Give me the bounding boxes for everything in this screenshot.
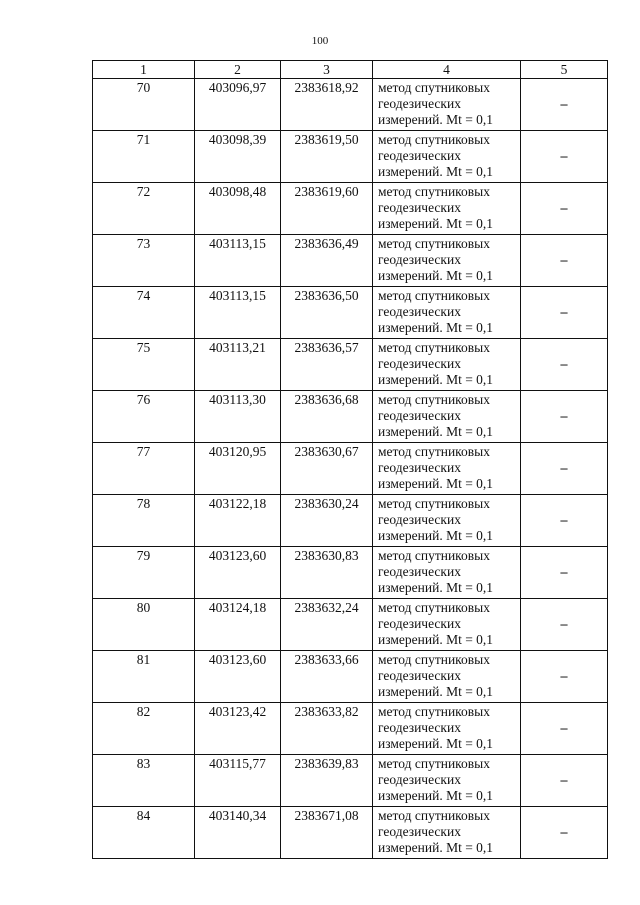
table-row [93,79,608,131]
method-line: метод спутниковых [378,132,490,147]
table-row [93,755,608,807]
table-row [93,807,608,859]
x-coordinate-cell: 403113,15 [195,235,281,287]
method-line: геодезических [378,824,461,839]
method-line: метод спутниковых [378,184,490,199]
method-line: измерений. Mt = 0,1 [378,268,494,283]
method-cell [373,131,521,183]
method-line: геодезических [378,512,461,527]
method-line: метод спутниковых [378,392,490,407]
point-number-cell: 71 [93,131,195,183]
method-line: геодезических [378,304,461,319]
method-line: геодезических [378,668,461,683]
method-line: измерений. Mt = 0,1 [378,632,494,647]
x-coordinate-cell: 403123,60 [195,547,281,599]
y-coordinate-cell: 2383630,24 [281,495,373,547]
x-coordinate-cell: 403120,95 [195,443,281,495]
point-number-cell: 83 [93,755,195,807]
point-number-cell: 75 [93,339,195,391]
method-cell [373,599,521,651]
point-number-cell: 82 [93,703,195,755]
table-row [93,703,608,755]
y-coordinate-cell: 2383618,92 [281,79,373,131]
method-line: измерений. Mt = 0,1 [378,840,494,855]
method-cell [373,703,521,755]
method-line: геодезических [378,564,461,579]
method-line: метод спутниковых [378,444,490,459]
note-cell: – [521,443,608,495]
method-cell [373,235,521,287]
page-number: 100 [311,35,329,47]
note-cell: – [521,287,608,339]
note-cell: – [521,79,608,131]
method-cell [373,79,521,131]
note-cell: – [521,391,608,443]
method-cell [373,755,521,807]
y-coordinate-cell: 2383671,08 [281,807,373,859]
method-line: геодезических [378,96,461,111]
note-cell: – [521,651,608,703]
method-line: геодезических [378,252,461,267]
y-coordinate-cell: 2383630,83 [281,547,373,599]
table-row [93,547,608,599]
note-cell: – [521,131,608,183]
method-line: метод спутниковых [378,80,490,95]
method-cell [373,651,521,703]
method-line: метод спутниковых [378,704,490,719]
x-coordinate-cell: 403096,97 [195,79,281,131]
note-cell: – [521,183,608,235]
y-coordinate-cell: 2383619,60 [281,183,373,235]
point-number-cell: 81 [93,651,195,703]
note-cell: – [521,339,608,391]
method-line: геодезических [378,460,461,475]
method-line: метод спутниковых [378,756,490,771]
x-coordinate-cell: 403140,34 [195,807,281,859]
x-coordinate-cell: 403115,77 [195,755,281,807]
table-row [93,651,608,703]
point-number-cell: 73 [93,235,195,287]
table-row [93,131,608,183]
point-number-cell: 79 [93,547,195,599]
point-number-cell: 76 [93,391,195,443]
method-line: геодезических [378,408,461,423]
y-coordinate-cell: 2383636,49 [281,235,373,287]
table-row [93,235,608,287]
column-header: 4 [373,61,521,79]
method-line: измерений. Mt = 0,1 [378,424,494,439]
method-cell [373,183,521,235]
y-coordinate-cell: 2383630,67 [281,443,373,495]
table-row [93,287,608,339]
y-coordinate-cell: 2383636,50 [281,287,373,339]
x-coordinate-cell: 403098,39 [195,131,281,183]
x-coordinate-cell: 403124,18 [195,599,281,651]
column-header: 2 [195,61,281,79]
x-coordinate-cell: 403113,30 [195,391,281,443]
method-line: геодезических [378,148,461,163]
method-line: измерений. Mt = 0,1 [378,528,494,543]
note-cell: – [521,547,608,599]
method-line: измерений. Mt = 0,1 [378,684,494,699]
note-cell: – [521,807,608,859]
y-coordinate-cell: 2383639,83 [281,755,373,807]
table-header-row [93,61,608,79]
note-cell: – [521,495,608,547]
method-line: геодезических [378,200,461,215]
method-line: метод спутниковых [378,496,490,511]
method-cell [373,443,521,495]
method-line: измерений. Mt = 0,1 [378,112,494,127]
column-header: 1 [93,61,195,79]
method-line: геодезических [378,616,461,631]
method-cell [373,807,521,859]
point-number-cell: 70 [93,79,195,131]
method-cell [373,495,521,547]
table-row [93,443,608,495]
x-coordinate-cell: 403122,18 [195,495,281,547]
method-line: измерений. Mt = 0,1 [378,216,494,231]
method-line: метод спутниковых [378,340,490,355]
method-line: измерений. Mt = 0,1 [378,788,494,803]
method-cell [373,339,521,391]
method-line: измерений. Mt = 0,1 [378,580,494,595]
table-row [93,495,608,547]
y-coordinate-cell: 2383619,50 [281,131,373,183]
note-cell: – [521,703,608,755]
method-cell [373,287,521,339]
method-cell [373,547,521,599]
y-coordinate-cell: 2383632,24 [281,599,373,651]
method-cell [373,391,521,443]
method-line: метод спутниковых [378,236,490,251]
method-line: метод спутниковых [378,600,490,615]
note-cell: – [521,599,608,651]
method-line: измерений. Mt = 0,1 [378,372,494,387]
table-row [93,599,608,651]
method-line: измерений. Mt = 0,1 [378,736,494,751]
method-line: геодезических [378,720,461,735]
y-coordinate-cell: 2383636,57 [281,339,373,391]
method-line: измерений. Mt = 0,1 [378,164,494,179]
note-cell: – [521,755,608,807]
method-line: измерений. Mt = 0,1 [378,476,494,491]
x-coordinate-cell: 403123,60 [195,651,281,703]
method-line: метод спутниковых [378,288,490,303]
x-coordinate-cell: 403098,48 [195,183,281,235]
method-line: метод спутниковых [378,548,490,563]
point-number-cell: 80 [93,599,195,651]
point-number-cell: 74 [93,287,195,339]
point-number-cell: 77 [93,443,195,495]
method-line: геодезических [378,356,461,371]
method-line: метод спутниковых [378,808,490,823]
note-cell: – [521,235,608,287]
column-header: 5 [521,61,608,79]
point-number-cell: 72 [93,183,195,235]
x-coordinate-cell: 403123,42 [195,703,281,755]
point-number-cell: 78 [93,495,195,547]
y-coordinate-cell: 2383633,66 [281,651,373,703]
table-row [93,183,608,235]
y-coordinate-cell: 2383636,68 [281,391,373,443]
method-line: метод спутниковых [378,652,490,667]
coordinates-table [92,60,608,859]
x-coordinate-cell: 403113,21 [195,339,281,391]
x-coordinate-cell: 403113,15 [195,287,281,339]
method-line: измерений. Mt = 0,1 [378,320,494,335]
method-line: геодезических [378,772,461,787]
table-row [93,391,608,443]
point-number-cell: 84 [93,807,195,859]
column-header: 3 [281,61,373,79]
table-row [93,339,608,391]
y-coordinate-cell: 2383633,82 [281,703,373,755]
